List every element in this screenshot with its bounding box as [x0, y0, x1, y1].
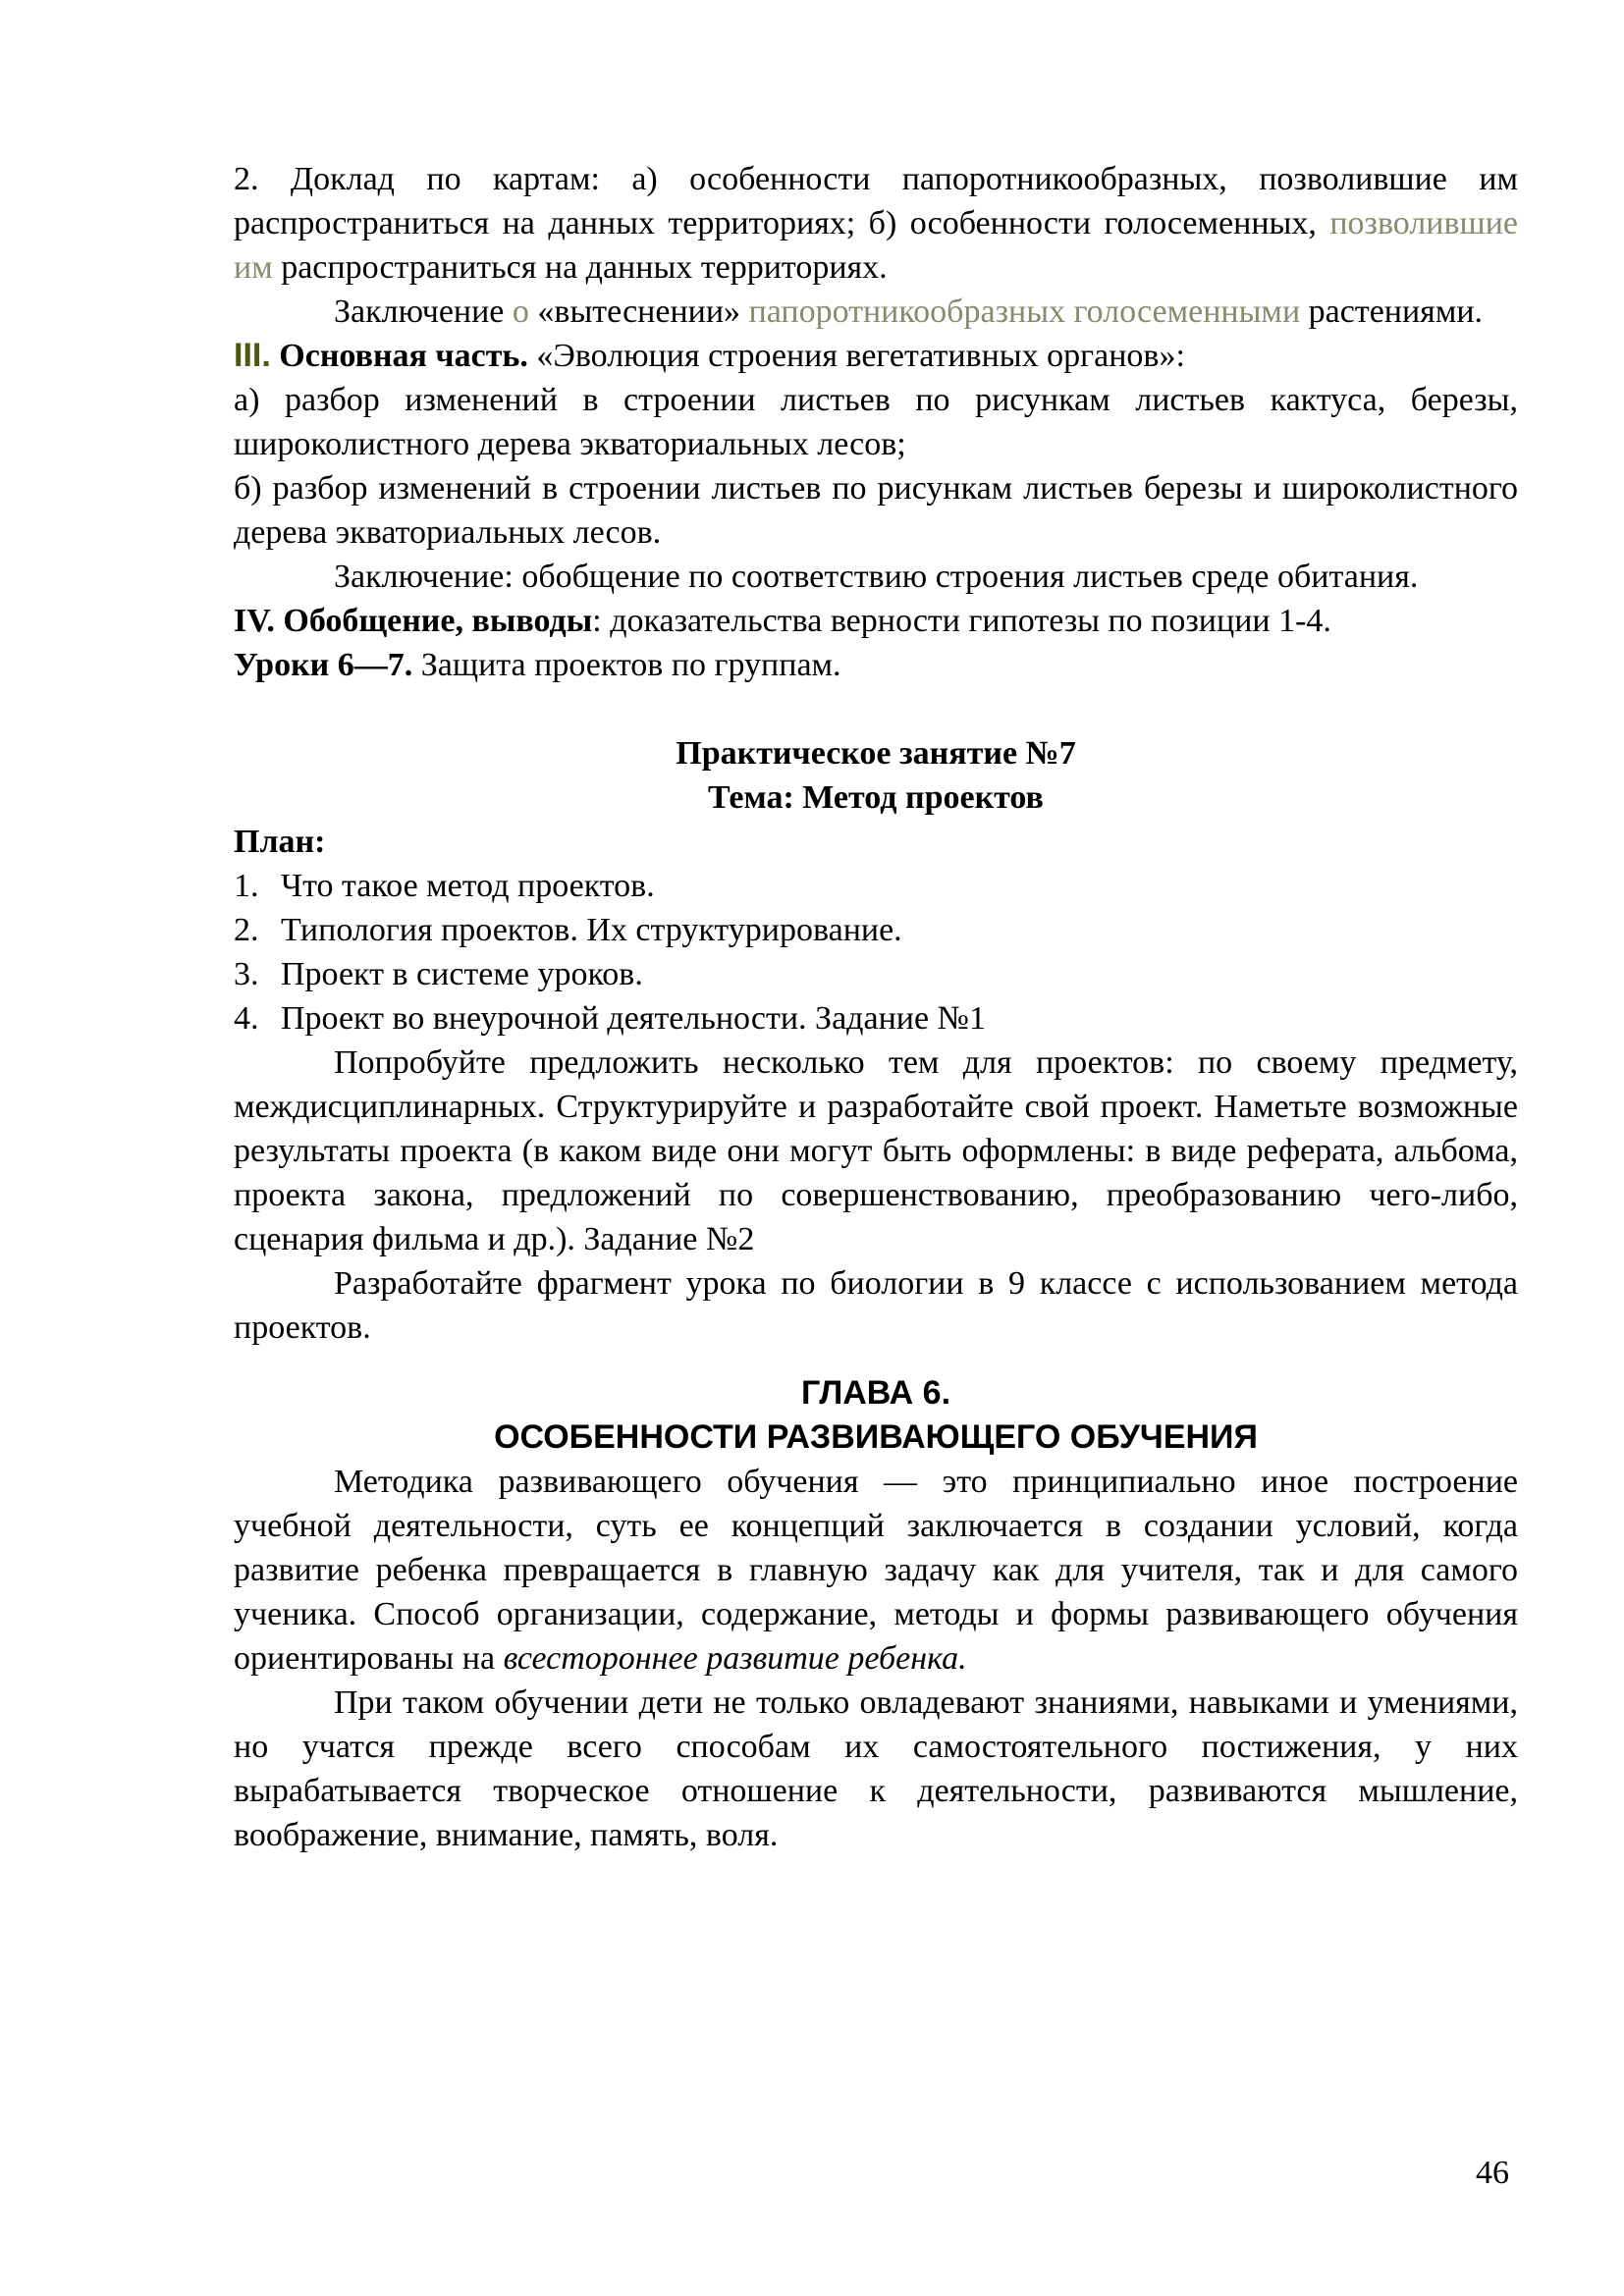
section-3-conclusion: Заключение: обобщение по соответствию строения листьев среде обитания. — [334, 559, 1419, 595]
plan-item-number: 4. — [234, 1000, 259, 1037]
plan-item — [234, 952, 1518, 996]
italic-text-run: всестороннее развитие ребенка. — [503, 1640, 967, 1677]
section-title: IV. Обобщение, выводы — [234, 603, 593, 639]
olive-text-run: о — [512, 294, 529, 330]
plan-item — [234, 864, 1518, 908]
text-run: распространиться на данных территориях. — [272, 249, 888, 286]
plan-list — [234, 864, 1518, 1041]
chapter-number: ГЛАВА 6. — [800, 1374, 951, 1412]
section-4-paragraph — [234, 599, 1518, 643]
plan-item — [234, 996, 1518, 1041]
text-run: «вытеснении» — [528, 294, 749, 330]
lessons-paragraph — [234, 643, 1518, 687]
chapter-title: ОСОБЕННОСТИ РАЗВИВАЮЩЕГО ОБУЧЕНИЯ — [494, 1418, 1258, 1456]
text-run: Методика развивающего обучения — это принципиально иное построение учебной деятельности, суть ее концепций заключается в создании условий, когда развитие ребенка превращается в главную задачу как для учителя, так и для самого ученика. Способ организации, содержание, методы и формы развивающего обучения ориентированы на — [234, 1464, 1518, 1677]
section-title: Основная часть. — [270, 338, 528, 374]
text-run: растениями. — [1300, 294, 1484, 330]
section-2-paragraph — [234, 157, 1518, 290]
task-2-paragraph: Разработайте фрагмент урока по биологии в 9 классе с использованием метода проектов. — [234, 1265, 1518, 1346]
text-run: «Эволюция строения вегетативных органов»: — [527, 338, 1185, 374]
spacer — [234, 1350, 1518, 1371]
plan-item-text: Типология проектов. Их структурирование. — [281, 912, 902, 948]
chapter-paragraph-1 — [234, 1460, 1518, 1681]
roman-numeral: III. — [234, 337, 271, 374]
plan-item-number: 1. — [234, 868, 259, 904]
plan-label — [234, 820, 1518, 864]
text-run: Заключение — [334, 294, 513, 330]
chapter-paragraph-2: При таком обучении дети не только овладевают знаниями, навыками и умениями, но учатся прежде всего способам их самостоятельного постижения, у них вырабатывается творческое отношение к деятельности, развиваются мышление, воображение, внимание, память, воля. — [234, 1684, 1518, 1853]
section-3-item-b: б) разбор изменений в строении листьев по рисункам листьев березы и широколистного дерева экваториальных лесов. — [234, 470, 1518, 551]
task-1-paragraph: Попробуйте предложить несколько тем для проектов: по своему предмету, междисциплинарных. Структурируйте и разработайте свой проект. Наметьте возможные результаты проекта (в каком виде они могут быть оформлены: в виде реферата, альбома, проекта закона, предложений по совершенствованию, преобразованию чего-либо, сценария фильма и др.). Задание №2 — [234, 1044, 1518, 1257]
section-3-heading — [234, 334, 1518, 378]
text-run: Защита проектов по группам. — [412, 647, 841, 683]
practical-title: Практическое занятие №7 — [676, 735, 1076, 772]
page-number: 46 — [1476, 2155, 1509, 2191]
plan-item — [234, 908, 1518, 952]
text-run: : доказательства верности гипотезы по позиции 1-4. — [592, 603, 1331, 639]
practical-topic: Тема: Метод проектов — [708, 779, 1044, 816]
olive-text-run: папоротникообразных голосеменными — [748, 294, 1301, 330]
plan-item-number: 3. — [234, 956, 259, 992]
conclusion-1-paragraph — [234, 290, 1518, 334]
plan-item-text: Что такое метод проектов. — [281, 868, 655, 904]
plan-item-text: Проект во внеурочной деятельности. Задание №1 — [281, 1000, 986, 1037]
spacer — [234, 687, 1518, 731]
plan-item-text: Проект в системе уроков. — [281, 956, 643, 992]
plan-label-text: План: — [234, 824, 326, 860]
lessons-label: Уроки 6—7. — [234, 647, 413, 683]
section-3-item-a: а) разбор изменений в строении листьев по рисункам листьев кактуса, березы, широколистного дерева экваториальных лесов; — [234, 382, 1518, 462]
olive-text-run: позволившие им — [234, 205, 1518, 286]
text-run: 2. Доклад по картам: а) особенности папоротникообразных, позволившие им распространиться на данных территориях; б) особенности голосеменных, — [234, 161, 1518, 241]
plan-item-number: 2. — [234, 912, 259, 948]
page-content — [234, 157, 1518, 1857]
